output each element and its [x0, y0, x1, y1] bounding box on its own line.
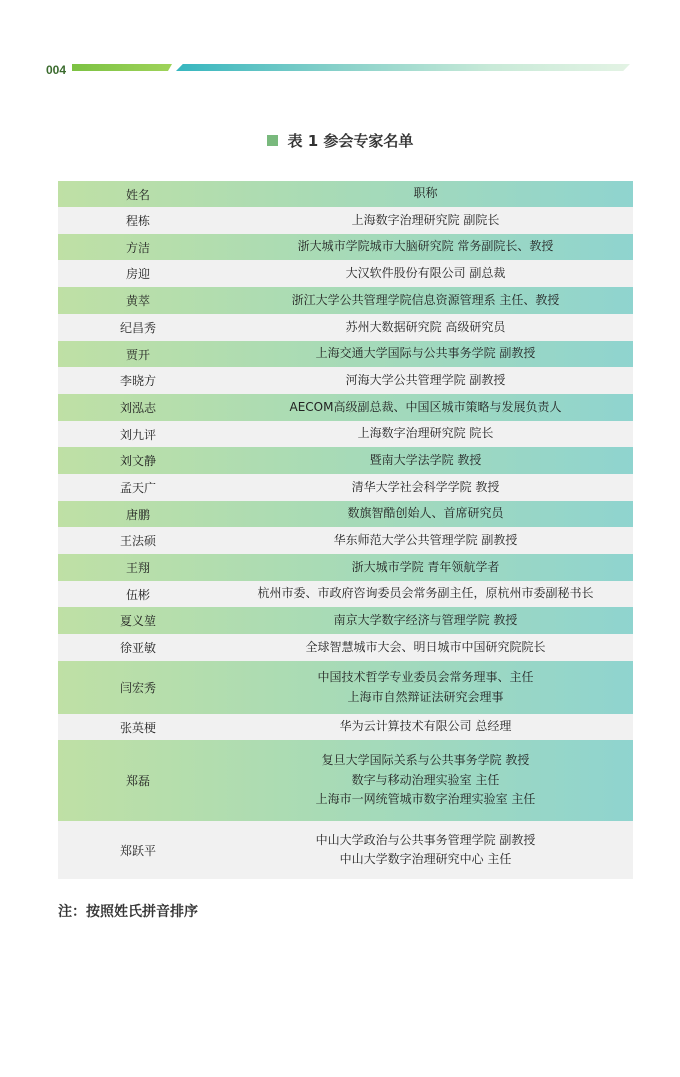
expert-name: 刘九评: [119, 427, 156, 442]
expert-title-line: 河海大学公共管理学院 副教授: [345, 372, 506, 387]
expert-title-line: 中山大学数字治理研究中心 主任: [339, 852, 512, 866]
expert-name: 刘泓志: [119, 401, 156, 415]
table-row: [58, 287, 633, 314]
expert-titles: [218, 661, 633, 714]
table-row: [58, 554, 633, 581]
expert-name: 孟天广: [119, 481, 156, 495]
table-row: [58, 821, 633, 879]
table-row: [58, 740, 633, 821]
expert-title-line: 上海市自然辩证法研究会理事: [347, 689, 504, 704]
expert-name: 方洁: [125, 240, 150, 255]
expert-title-line: 上海数字治理研究院 院长: [357, 426, 494, 441]
expert-titles: [218, 527, 633, 554]
title-square-icon: [267, 135, 278, 146]
table-row: [58, 581, 633, 607]
expert-name: 闫宏秀: [119, 681, 156, 695]
table-row: [58, 501, 633, 527]
expert-titles: [218, 501, 633, 527]
table-row: [58, 207, 633, 234]
expert-titles: [218, 554, 633, 581]
table-row: [58, 661, 633, 714]
expert-name: 郑磊: [125, 774, 150, 788]
expert-titles: [218, 207, 633, 234]
expert-name: 房迎: [125, 267, 150, 281]
sort-note: 注：按照姓氏拼音排序: [58, 904, 198, 920]
expert-titles: [218, 581, 633, 607]
expert-name: 黄萃: [125, 294, 150, 308]
table-row: [58, 314, 633, 341]
expert-titles: [218, 474, 633, 501]
expert-name: 程栋: [125, 214, 150, 228]
expert-title-line: 复旦大学国际关系与公共事务学院 教授: [321, 753, 530, 768]
table-row: [58, 527, 633, 554]
expert-title-line: 数字与移动治理实验室 主任: [351, 772, 500, 787]
expert-titles: [218, 260, 633, 287]
expert-name: 夏义堃: [119, 614, 156, 628]
page-header: [0, 0, 680, 90]
table-header-row: [58, 181, 633, 207]
table-title-text: 表 1 参会专家名单: [287, 132, 414, 150]
expert-name: 刘文静: [119, 454, 156, 468]
expert-titles: [218, 234, 633, 260]
expert-title-line: 全球智慧城市大会、明日城市中国研究院院长: [305, 639, 546, 654]
expert-title-line: 浙大城市学院城市大脑研究院 常务副院长、教授: [297, 239, 554, 254]
expert-name: 李晓方: [119, 374, 156, 388]
expert-titles: [218, 287, 633, 314]
expert-titles: [218, 607, 633, 634]
expert-title-line: 大汉软件股份有限公司 副总裁: [345, 265, 506, 280]
table-row: [58, 714, 633, 740]
expert-titles: [218, 740, 633, 821]
expert-title-line: 上海数字治理研究院 副院长: [351, 212, 500, 227]
expert-name: 郑跃平: [119, 843, 156, 858]
expert-titles: [218, 341, 633, 367]
expert-titles: [218, 447, 633, 474]
expert-table: [58, 181, 633, 879]
expert-title-line: 上海市一网统管城市数字治理实验室 主任: [315, 792, 536, 807]
expert-titles: [218, 714, 633, 740]
table-row: [58, 421, 633, 447]
table-row: [58, 607, 633, 634]
expert-title-line: 暨南大学法学院 教授: [369, 452, 482, 467]
expert-title-line: 杭州市委、市政府咨询委员会常务副主任，原杭州市委副秘书长: [257, 586, 594, 601]
table-title: [0, 130, 680, 151]
expert-title-line: 中山大学政治与公共事务管理学院 副教授: [315, 832, 536, 847]
expert-title-line: 上海交通大学国际与公共事务学院 副教授: [315, 346, 536, 361]
expert-title-line: 南京大学数字经济与管理学院 教授: [333, 612, 518, 627]
expert-title-line: 华东师范大学公共管理学院 副教授: [333, 532, 518, 547]
expert-titles: [218, 314, 633, 341]
table-row: [58, 447, 633, 474]
table-row: [58, 394, 633, 421]
expert-name: 纪昌秀: [119, 321, 156, 335]
table-row: [58, 367, 633, 394]
expert-titles: [218, 367, 633, 394]
expert-title-line: 中国技术哲学专业委员会常务理事、主任: [317, 670, 534, 684]
expert-name: 王法硕: [119, 534, 156, 548]
expert-name: 伍彬: [125, 587, 150, 602]
header-band-green: [72, 64, 172, 71]
expert-titles: [218, 821, 633, 879]
header-band-gradient: [176, 64, 630, 71]
expert-name: 张英梗: [119, 720, 156, 735]
expert-titles: [218, 634, 633, 661]
header-name: 姓名: [125, 187, 150, 202]
expert-title-line: 浙大城市学院 青年领航学者: [351, 559, 500, 574]
table-row: [58, 341, 633, 367]
expert-title-line: AECOM高级副总裁、中国区城市策略与发展负责人: [289, 399, 562, 414]
expert-name: 唐鹏: [125, 507, 150, 522]
expert-name: 贾开: [125, 347, 150, 362]
expert-title-line: 数旗智酷创始人、首席研究员: [347, 506, 504, 521]
expert-title-line: 苏州大数据研究院 高级研究员: [345, 319, 506, 334]
expert-titles: [218, 421, 633, 447]
expert-title-line: 清华大学社会科学学院 教授: [351, 479, 500, 494]
expert-name: 王翔: [125, 561, 150, 575]
expert-name: 徐亚敏: [119, 641, 156, 655]
table-row: [58, 474, 633, 501]
table-row: [58, 634, 633, 661]
page-number: 004: [46, 63, 67, 77]
expert-title-line: 浙江大学公共管理学院信息资源管理系 主任、教授: [291, 292, 560, 307]
header-title: 职称: [413, 186, 438, 201]
expert-titles: [218, 394, 633, 421]
table-row: [58, 260, 633, 287]
expert-title-line: 华为云计算技术有限公司 总经理: [339, 719, 512, 734]
table-row: [58, 234, 633, 260]
